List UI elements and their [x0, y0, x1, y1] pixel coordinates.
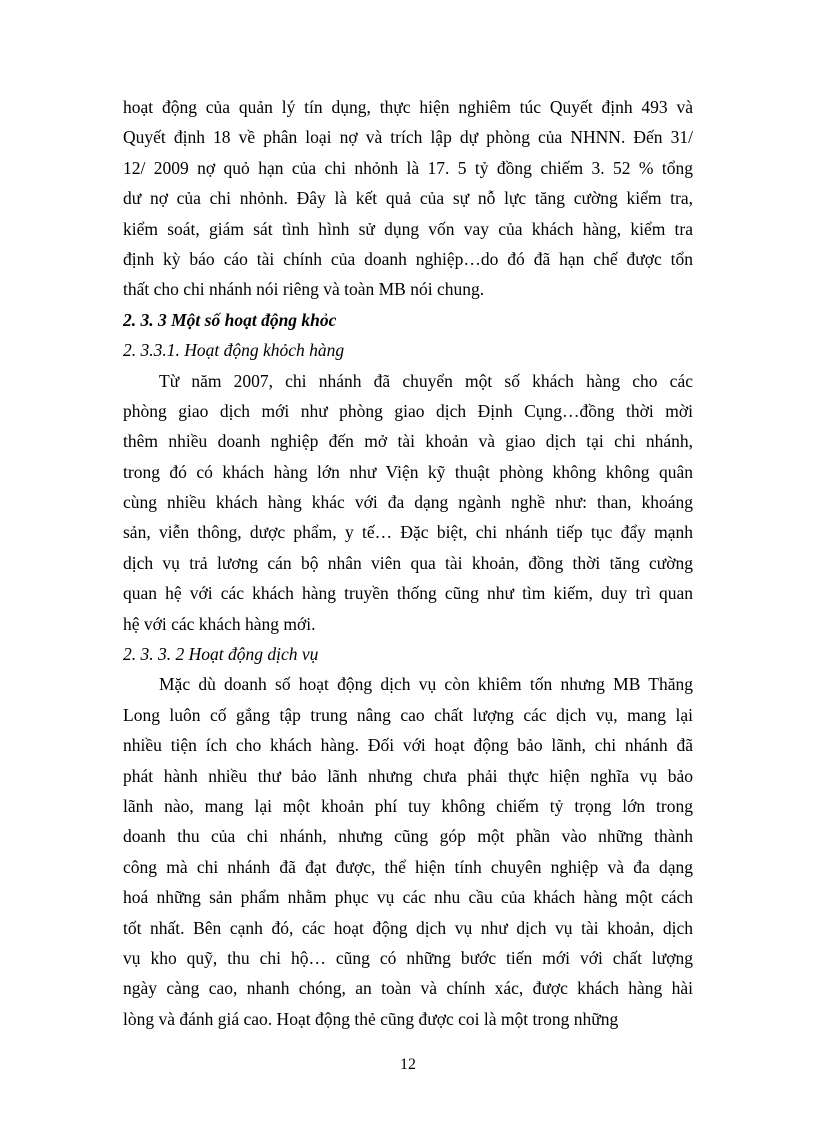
text-line: lòng và đánh giá cao. Hoạt động thẻ cũng được coi là một trong những [123, 1008, 619, 1029]
paragraph-credit-quality [123, 92, 693, 305]
text-line: trong đó có khách hàng lớn như Viện kỹ thuật phòng không không quân [123, 461, 693, 482]
text-line: nhiều tiện ích cho khách hàng. Đối với hoạt động bảo lãnh, chi nhánh đã [123, 735, 693, 756]
text-line: dịch vụ trả lương cán bộ nhân viên qua tài khoản, đồng thời tăng cường [123, 552, 693, 573]
paragraph-customer-activities [123, 366, 693, 640]
text-line: 12/ 2009 nợ quỏ hạn của chi nhỏnh là 17. 5 tỷ đồng chiếm 3. 52 % tổng [123, 157, 693, 178]
text-line: sản, viễn thông, dược phẩm, y tế… Đặc biệt, chi nhánh tiếp tục đẩy mạnh [123, 522, 693, 543]
text-line: doanh thu của chi nhánh, nhưng cũng góp một phần vào những thành [123, 826, 693, 847]
subsection-heading-2-3-3-1: 2. 3.3.1. Hoạt động khỏch hàng [123, 340, 345, 361]
text-line: quan hệ với các khách hàng truyền thống cũng như tìm kiếm, duy trì quan [123, 583, 693, 604]
subsection-heading-2-3-3-2: 2. 3. 3. 2 Hoạt động dịch vụ [123, 644, 319, 665]
text-line: thất cho chi nhánh nói riêng và toàn MB nói chung. [123, 279, 485, 300]
text-line: Long luôn cố gắng tập trung nâng cao chất lượng các dịch vụ, mang lại [123, 704, 693, 725]
text-line: phát hành nhiều thư bảo lãnh nhưng chưa phải thực hiện nghĩa vụ bảo [123, 765, 693, 786]
text-line: vụ kho quỹ, thu chi hộ… cũng có những bước tiến mới với chất lượng [123, 947, 693, 968]
page-body [123, 92, 693, 1034]
text-line: định kỳ báo cáo tài chính của doanh nghiệp…do đó đã hạn chế được tổn [123, 248, 693, 269]
text-line: kiểm soát, giám sát tình hình sử dụng vốn vay của khách hàng, kiểm tra [123, 218, 693, 239]
text-line: Quyết định 18 về phân loại nợ và trích lập dự phòng của NHNN. Đến 31/ [123, 127, 693, 148]
text-line: ngày càng cao, nhanh chóng, an toàn và chính xác, được khách hàng hài [123, 978, 693, 999]
section-heading-2-3-3: 2. 3. 3 Một số hoạt động khỏc [123, 309, 337, 330]
text-line: dư nợ của chi nhỏnh. Đây là kết quả của sự nỗ lực tăng cường kiểm tra, [123, 188, 693, 209]
text-line: Mặc dù doanh số hoạt động dịch vụ còn khiêm tốn nhưng MB Thăng [159, 674, 693, 695]
text-line: lãnh nào, mang lại một khoản phí tuy không chiếm tỷ trọng lớn trong [123, 795, 693, 816]
text-line: phòng giao dịch mới như phòng giao dịch Định Cụng…đồng thời mời [123, 400, 693, 421]
text-line: thêm nhiều doanh nghiệp đến mở tài khoản và giao dịch tại chi nhánh, [123, 431, 693, 452]
text-line: cùng nhiều khách hàng khác với đa dạng ngành nghề như: than, khoáng [123, 492, 693, 513]
page-number: 12 [400, 1056, 416, 1073]
text-line: hoá những sản phẩm nhằm phục vụ các nhu cầu của khách hàng một cách [123, 887, 693, 908]
text-line: hệ với các khách hàng mới. [123, 613, 316, 634]
text-line: Từ năm 2007, chi nhánh đã chuyển một số khách hàng cho các [159, 370, 693, 391]
text-line: công mà chi nhánh đã đạt được, thể hiện tính chuyên nghiệp và đa dạng [123, 856, 693, 877]
text-line: hoạt động của quản lý tín dụng, thực hiện nghiêm túc Quyết định 493 và [123, 97, 693, 117]
text-line: tốt nhất. Bên cạnh đó, các hoạt động dịch vụ như dịch vụ tài khoản, dịch [123, 917, 693, 938]
paragraph-service-activities [123, 669, 693, 1034]
